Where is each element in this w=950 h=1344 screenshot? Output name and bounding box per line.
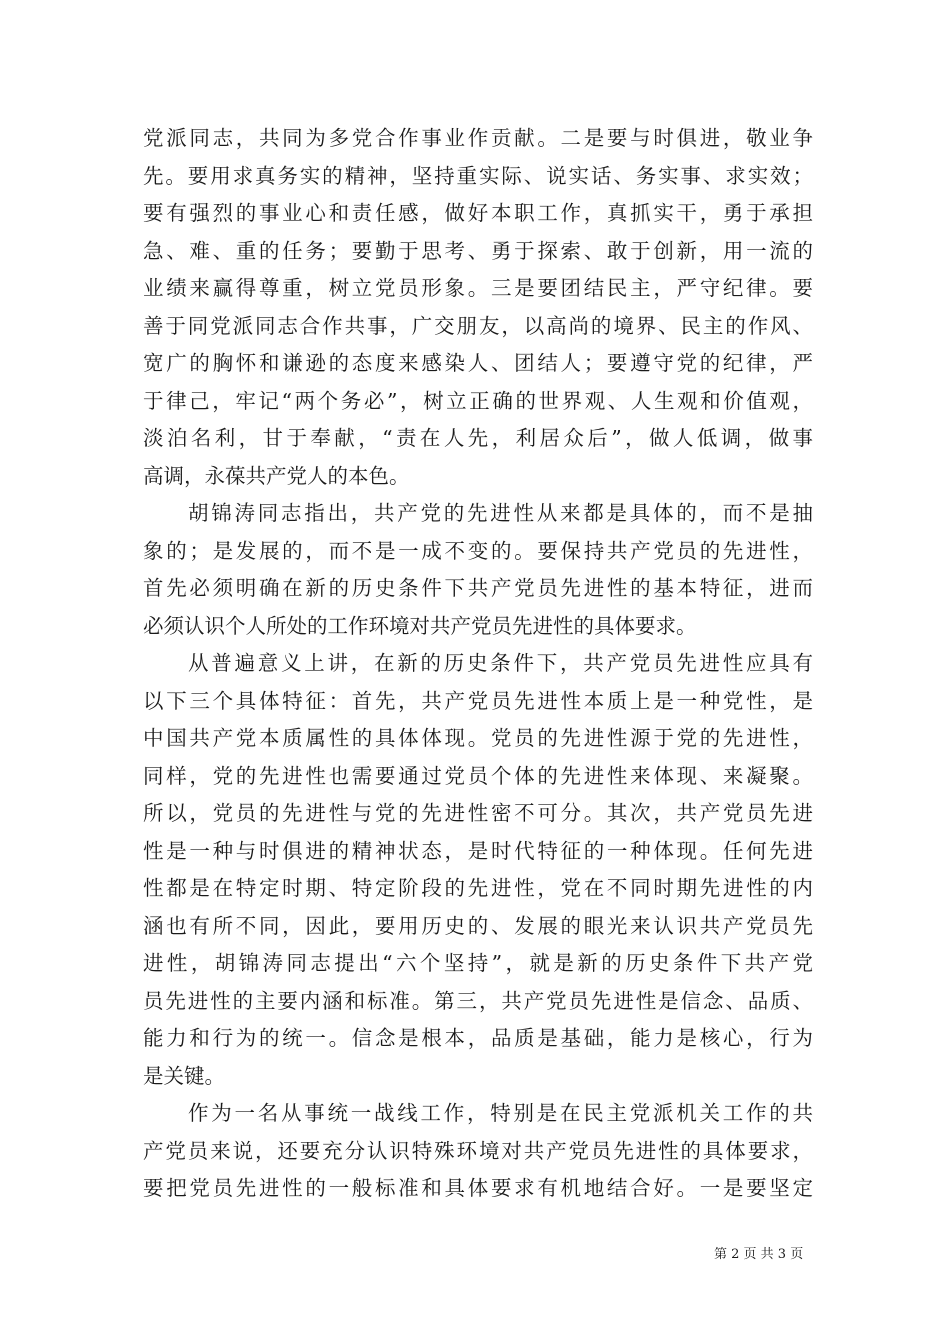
text-line: 党派同志，共同为多党合作事业作贡献。二是要与时俱进，敬业争 xyxy=(143,126,813,150)
paragraph xyxy=(143,1095,813,1208)
text-line: 必须认识个人所处的工作环境对共产党员先进性的具体要求。 xyxy=(143,613,697,638)
text-line: 先。要用求真务实的精神，坚持重实际、说实话、务实事、求实效； xyxy=(143,163,813,188)
text-line: 要把党员先进性的一般标准和具体要求有机地结合好。一是要坚定 xyxy=(143,1176,813,1200)
text-line: 胡锦涛同志指出，共产党的先进性从来都是具体的，而不是抽 xyxy=(188,501,813,525)
paragraph xyxy=(143,120,813,495)
text-line: 是关键。 xyxy=(143,1063,225,1088)
text-line: 中国共产党本质属性的具体体现。党员的先进性源于党的先进性， xyxy=(143,726,813,750)
text-line: 首先必须明确在新的历史条件下共产党员先进性的基本特征，进而 xyxy=(143,576,813,600)
text-line: 进性，胡锦涛同志提出“六个坚持”，就是新的历史条件下共产党 xyxy=(143,951,813,975)
page-number-footer: 第 2 页 共 3 页 xyxy=(714,1247,804,1262)
text-line: 淡泊名利，甘于奉献，“责在人先，利居众后”，做人低调，做事 xyxy=(143,426,813,450)
text-line: 从普遍意义上讲，在新的历史条件下，共产党员先进性应具有 xyxy=(188,651,813,675)
text-line: 产党员来说，还要充分认识特殊环境对共产党员先进性的具体要求， xyxy=(143,1138,813,1163)
text-line: 涵也有所不同，因此，要用历史的、发展的眼光来认识共产党员先 xyxy=(143,913,813,938)
text-line: 员先进性的主要内涵和标准。第三，共产党员先进性是信念、品质、 xyxy=(143,988,813,1013)
text-line: 宽广的胸怀和谦逊的态度来感染人、团结人；要遵守党的纪律，严 xyxy=(143,351,813,375)
text-line: 急、难、重的任务；要勤于思考、勇于探索、敢于创新，用一流的 xyxy=(143,238,813,263)
text-line: 作为一名从事统一战线工作，特别是在民主党派机关工作的共 xyxy=(188,1101,813,1125)
text-line: 业绩来赢得尊重，树立党员形象。三是要团结民主，严守纪律。要 xyxy=(143,276,813,300)
paragraph xyxy=(143,495,813,645)
text-line: 象的；是发展的，而不是一成不变的。要保持共产党员的先进性， xyxy=(143,538,813,563)
text-line: 所以，党员的先进性与党的先进性密不可分。其次，共产党员先进 xyxy=(143,801,813,825)
text-line: 要有强烈的事业心和责任感，做好本职工作，真抓实干，勇于承担 xyxy=(143,201,813,225)
text-line: 高调，永葆共产党人的本色。 xyxy=(143,463,410,488)
text-line: 于律己，牢记“两个务必”，树立正确的世界观、人生观和价值观， xyxy=(143,388,813,413)
text-line: 能力和行为的统一。信念是根本，品质是基础，能力是核心，行为 xyxy=(143,1026,813,1050)
text-line: 善于同党派同志合作共事，广交朋友，以高尚的境界、民主的作风、 xyxy=(143,313,813,338)
paragraph xyxy=(143,645,813,1095)
text-line: 以下三个具体特征：首先，共产党员先进性本质上是一种党性，是 xyxy=(143,688,813,713)
text-line: 同样，党的先进性也需要通过党员个体的先进性来体现、来凝聚。 xyxy=(143,763,813,788)
page-body xyxy=(143,120,813,1208)
text-line: 性是一种与时俱进的精神状态，是时代特征的一种体现。任何先进 xyxy=(143,838,813,863)
text-line: 性都是在特定时期、特定阶段的先进性，党在不同时期先进性的内 xyxy=(143,876,813,900)
